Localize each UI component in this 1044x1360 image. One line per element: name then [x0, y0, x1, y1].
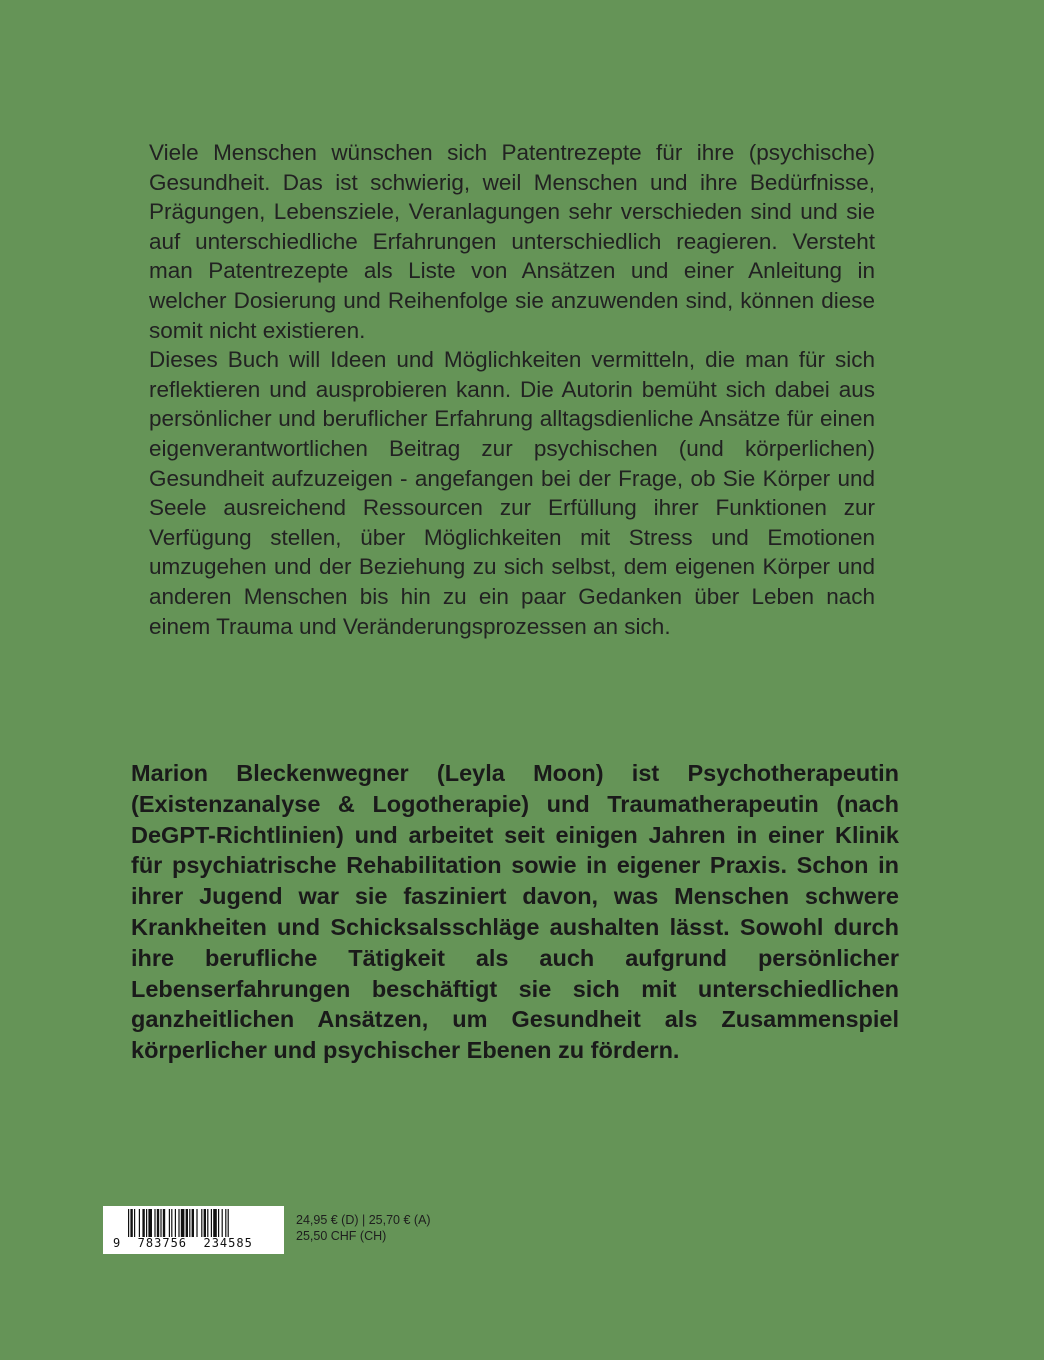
author-bio: Marion Bleckenwegner (Leyla Moon) ist Psychotherapeutin (Existenzanalyse & Logotherapie) und Traumatherapeutin (nach DeGPT-Richtlinien) und arbeitet seit einigen Jahren in einer Klinik für psychiatrische Rehabilitation sowie in eigener Praxis. Schon in ihrer Jugend war sie fasziniert davon, was Menschen schwere Krankheiten und Schicksalsschläge aushalten lässt. Sowohl durch ihre berufliche Tätigkeit als auch aufgrund persönlicher Lebenserfahrungen beschäftigt sie sich mit unterschiedlichen ganzheitlichen Ansätzen, um Gesundheit als Zusammenspiel körperlicher und psychischer Ebenen zu fördern.: [131, 760, 899, 1064]
blurb-paragraph-1: Viele Menschen wünschen sich Patentrezepte für ihre (psychische) Gesundheit. Das ist schwierig, weil Menschen und ihre Bedürfnisse, Prägungen, Lebensziele, Veranlagungen sehr verschieden sind und sie auf unterschiedliche Erfahrungen unterschiedlich reagieren. Versteht man Patentrezepte als Liste von Ansätzen und einer Anleitung in welcher Dosierung und Reihenfolge sie anzuwenden sind, können diese somit nicht existieren.: [149, 140, 875, 343]
price-line-eur: 24,95 € (D) | 25,70 € (A): [296, 1213, 431, 1227]
back-cover-blurb: [149, 138, 875, 641]
blurb-paragraph-2: Dieses Buch will Ideen und Möglichkeiten vermitteln, die man für sich reflektieren und ausprobieren kann. Die Autorin bemüht sich dabei aus persönlicher und beruflicher Erfahrung alltagsdienliche Ansätze für einen eigenverantwortlichen Beitrag zur psychischen (und körperlichen) Gesundheit aufzuzeigen - angefangen bei der Frage, ob Sie Körper und Seele ausreichend Ressourcen zur Erfüllung ihrer Funktionen zur Verfügung stellen, über Möglichkeiten mit Stress und Emotionen umzugehen und der Beziehung zu sich selbst, dem eigenen Körper und anderen Menschen bis hin zu ein paar Gedanken über Leben nach einem Trauma und Veränderungsprozessen an sich.: [149, 347, 875, 639]
barcode-bars-icon: [128, 1209, 278, 1237]
isbn-barcode: [103, 1206, 284, 1254]
price-info: [296, 1212, 431, 1244]
price-line-chf: 25,50 CHF (CH): [296, 1229, 387, 1243]
isbn-number: 9 783756 234585: [113, 1236, 253, 1250]
